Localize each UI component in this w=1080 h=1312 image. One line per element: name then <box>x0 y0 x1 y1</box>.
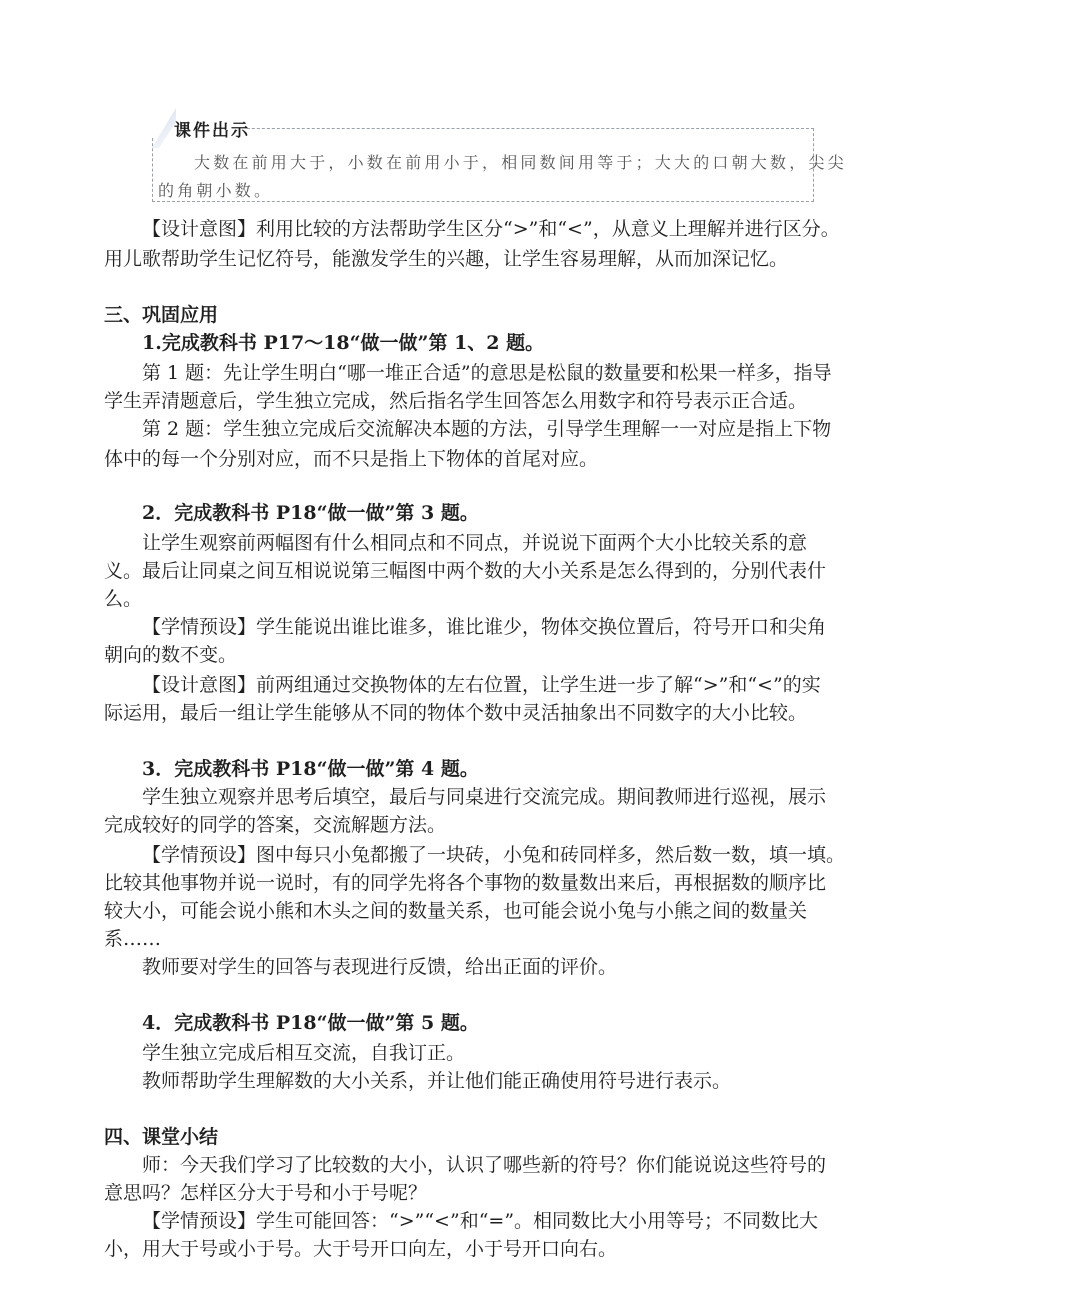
item-3-line-7: 教师要对学生的回答与表现进行反馈，给出正面的评价。 <box>142 956 618 978</box>
courseware-line-1: 大数在前用大于，小数在前用小于，相同数间用等于；大大的口朝大数，尖尖 <box>194 153 847 172</box>
design-intent-line-1: 【设计意图】利用比较的方法帮助学生区分“>”和“<”，从意义上理解并进行区分。 <box>142 218 840 240</box>
summary-line-4: 小，用大于号或小于号。大于号开口向左，小于号开口向右。 <box>104 1238 618 1260</box>
item-1-line-3: 第 2 题：学生独立完成后交流解决本题的方法，引导学生理解一一对应是指上下物 <box>142 418 832 440</box>
section-heading-summary: 四、课堂小结 <box>104 1126 219 1148</box>
design-intent-line-2: 用儿歌帮助学生记忆符号，能激发学生的兴趣，让学生容易理解，从而加深记忆。 <box>104 248 789 270</box>
item-2-line-3: 么。 <box>104 588 143 610</box>
item-3-line-6: 系…… <box>104 928 162 950</box>
summary-line-1: 师：今天我们学习了比较数的大小，认识了哪些新的符号？你们能说说这些符号的 <box>142 1154 827 1176</box>
item-1-title: 1.完成教科书 P17～18“做一做”第 1、2 题。 <box>142 332 545 354</box>
section-heading-consolidation: 三、巩固应用 <box>104 304 219 326</box>
item-2-line-5: 朝向的数不变。 <box>104 644 238 666</box>
item-4-line-2: 教师帮助学生理解数的大小关系，并让他们能正确使用符号进行表示。 <box>142 1070 732 1092</box>
item-4-line-1: 学生独立完成后相互交流，自我订正。 <box>142 1042 466 1064</box>
item-1-line-1: 第 1 题：先让学生明白“哪一堆正合适”的意思是松鼠的数量要和松果一样多，指导 <box>142 362 832 384</box>
item-1-line-4: 体中的每一个分别对应，而不只是指上下物体的首尾对应。 <box>104 448 599 470</box>
courseware-line-2: 的角朝小数。 <box>158 181 274 200</box>
courseware-title: 课件出示 <box>174 121 250 141</box>
item-2-line-6: 【设计意图】前两组通过交换物体的左右位置，让学生进一步了解“>”和“<”的实 <box>142 674 821 696</box>
item-2-line-4: 【学情预设】学生能说出谁比谁多，谁比谁少，物体交换位置后，符号开口和尖角 <box>142 616 827 638</box>
item-3-line-1: 学生独立观察并思考后填空，最后与同桌进行交流完成。期间教师进行巡视，展示 <box>142 786 827 808</box>
item-3-title: 3．完成教科书 P18“做一做”第 4 题。 <box>142 758 479 780</box>
item-2-title: 2．完成教科书 P18“做一做”第 3 题。 <box>142 502 479 524</box>
item-2-line-1: 让学生观察前两幅图有什么相同点和不同点，并说说下面两个大小比较关系的意 <box>142 532 808 554</box>
item-4-title: 4．完成教科书 P18“做一做”第 5 题。 <box>142 1012 479 1034</box>
item-1-line-2: 学生弄清题意后，学生独立完成，然后指名学生回答怎么用数字和符号表示正合适。 <box>104 390 808 412</box>
item-2-line-2: 义。最后让同桌之间互相说说第三幅图中两个数的大小关系是怎么得到的，分别代表什 <box>104 560 827 582</box>
item-3-line-4: 比较其他事物并说一说时，有的同学先将各个事物的数量数出来后，再根据数的顺序比 <box>104 872 827 894</box>
item-3-line-2: 完成较好的同学的答案，交流解题方法。 <box>104 814 447 836</box>
summary-line-3: 【学情预设】学生可能回答：“>”“<”和“=”。相同数比大小用等号；不同数比大 <box>142 1210 819 1232</box>
item-3-line-5: 较大小，可能会说小熊和木头之间的数量关系，也可能会说小兔与小熊之间的数量关 <box>104 900 808 922</box>
item-2-line-7: 际运用，最后一组让学生能够从不同的物体个数中灵活抽象出不同数字的大小比较。 <box>104 702 808 724</box>
summary-line-2: 意思吗？怎样区分大于号和小于号呢？ <box>104 1182 428 1204</box>
item-3-line-3: 【学情预设】图中每只小兔都搬了一块砖，小兔和砖同样多，然后数一数，填一填。 <box>142 844 846 866</box>
